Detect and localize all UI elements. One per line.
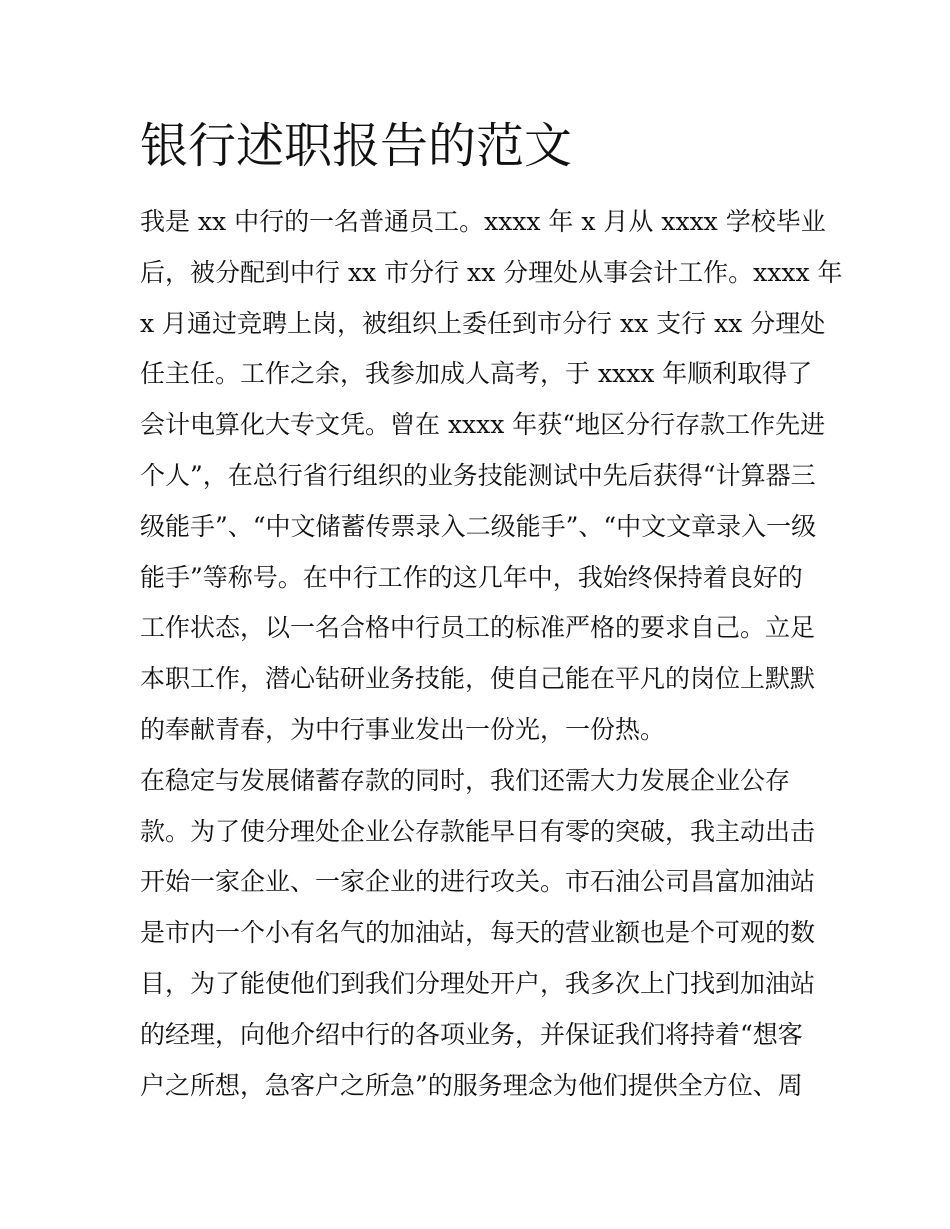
body-line: 开始一家企业、一家企业的进行攻关。市石油公司昌富加油站 bbox=[140, 867, 816, 897]
body-line: 是市内一个小有名气的加油站，每天的营业额也是个可观的数 bbox=[140, 918, 816, 948]
body-line: 的经理，向他介绍中行的各项业务，并保证我们将持着“想客 bbox=[140, 1019, 803, 1049]
body-line: 户之所想，急客户之所急”的服务理念为他们提供全方位、周 bbox=[140, 1070, 803, 1100]
body-line: 后，被分配到中行 xx 市分行 xx 分理处从事会计工作。xxxx 年 bbox=[140, 257, 843, 287]
body-line: x 月通过竞聘上岗，被组织上委任到市分行 xx 支行 xx 分理处 bbox=[140, 308, 826, 338]
body-line: 任主任。工作之余，我参加成人高考，于 xxxx 年顺利取得了 bbox=[140, 359, 813, 389]
body-line: 目，为了能使他们到我们分理处开户，我多次上门找到加油站 bbox=[140, 968, 816, 998]
body-line: 能手”等称号。在中行工作的这几年中，我始终保持着良好的 bbox=[140, 562, 803, 592]
body-line: 个人”，在总行省行组织的业务技能测试中先后获得“计算器三 bbox=[140, 460, 816, 490]
document-title: 银行述职报告的范文 bbox=[140, 118, 573, 174]
body-line: 我是 xx 中行的一名普通员工。xxxx 年 x 月从 xxxx 学校毕业 bbox=[140, 207, 826, 236]
body-line: 在稳定与发展储蓄存款的同时，我们还需大力发展企业公存 bbox=[140, 765, 791, 795]
body-line: 款。为了使分理处企业公存款能早日有零的突破，我主动出击 bbox=[140, 816, 816, 846]
body-line: 工作状态，以一名合格中行员工的标准严格的要求自己。立足 bbox=[140, 613, 816, 643]
body-line: 会计电算化大专文凭。曾在 xxxx 年获“地区分行存款工作先进 bbox=[140, 410, 826, 440]
body-line: 级能手”、“中文储蓄传票录入二级能手”、“中文文章录入一级 bbox=[140, 511, 817, 541]
document-body bbox=[140, 197, 843, 1111]
body-line: 本职工作，潜心钻研业务技能，使自己能在平凡的岗位上默默 bbox=[140, 664, 816, 694]
body-line: 的奉献青春，为中行事业发出一份光，一份热。 bbox=[140, 714, 666, 744]
